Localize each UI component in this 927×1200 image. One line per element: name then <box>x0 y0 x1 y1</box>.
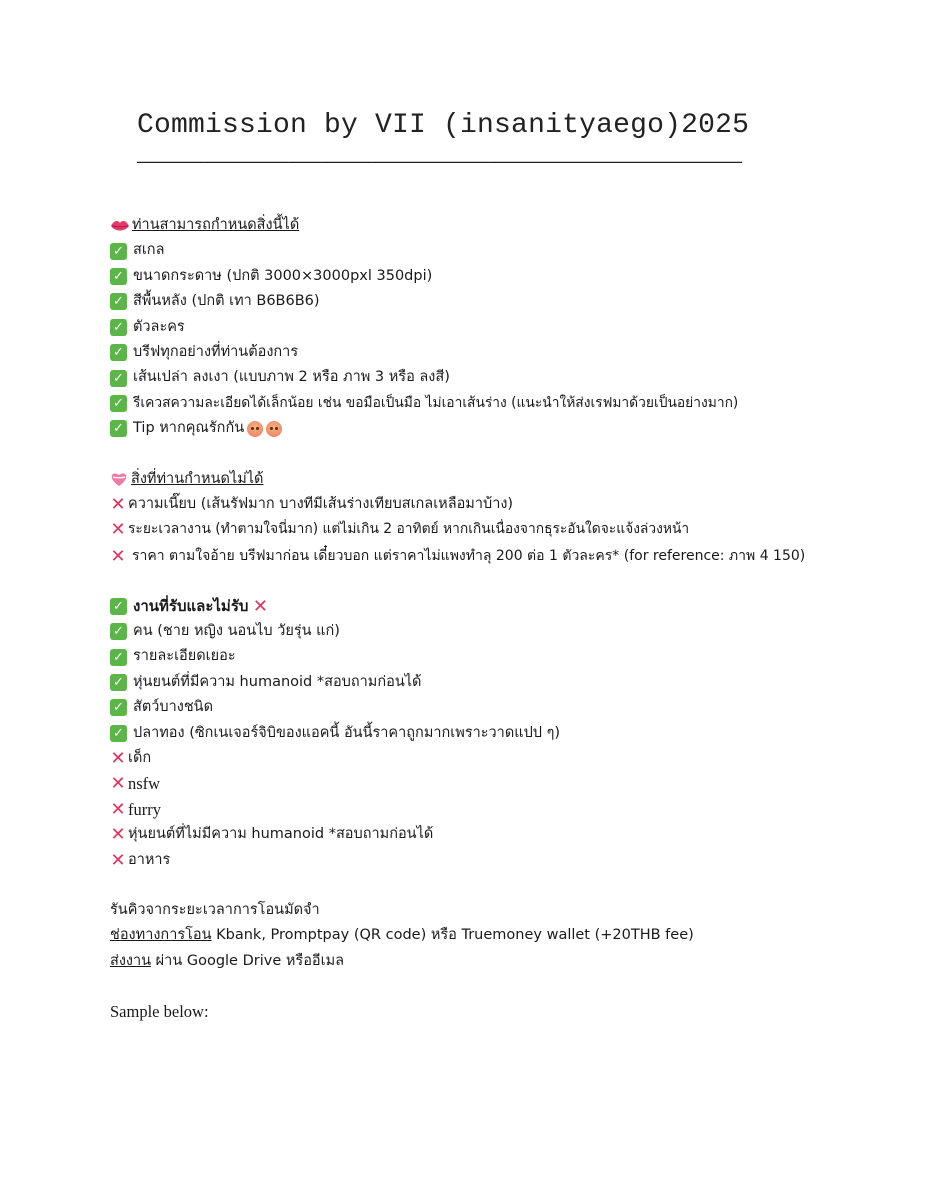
document-content <box>110 213 830 1025</box>
list-item: ✓ รีเควสความละเอียดได้เล็กน้อย เช่น ขอมือเป็นมือ ไม่เอาเส้นร่าง (แนะนำให้ส่งเรฟมาด้วยเป็นอย่างมาก) <box>110 391 830 416</box>
cross-mark-icon: ✕ <box>110 798 126 820</box>
cross-mark-icon: ✕ <box>110 519 126 541</box>
cross-mark-icon: ✕ <box>110 773 126 795</box>
check-mark-icon: ✓ <box>110 725 127 742</box>
list-item: ✓ บรีฟทุกอย่างที่ท่านต้องการ <box>110 340 830 365</box>
list-item: ✓ ปลาทอง (ซิกเนเจอร์จิบิของแอคนี้ อันนี้ราคาถูกมากเพราะวาดแปป ๆ) <box>110 721 830 746</box>
list-item: ✓ หุ่นยนต์ที่มีความ humanoid *สอบถามก่อนได้ <box>110 670 830 695</box>
delivery-method <box>110 949 830 974</box>
check-mark-icon: ✓ <box>110 674 127 691</box>
list-item: ✓ ตัวละคร <box>110 315 830 340</box>
list-item: ✓ รายละเอียดเยอะ <box>110 644 830 669</box>
cross-mark-icon: ✕ <box>110 748 126 770</box>
check-mark-icon: ✓ <box>110 370 127 387</box>
section-heading-cannot-specify <box>110 467 830 492</box>
list-item: ✕ หุ่นยนต์ที่ไม่มีความ humanoid *สอบถามก่อนได้ <box>110 824 434 846</box>
check-mark-icon: ✓ <box>110 243 127 260</box>
payment-methods <box>110 923 830 948</box>
list-item: ✕ อาหาร <box>110 849 171 871</box>
kiss-mark-icon <box>110 219 130 233</box>
section-heading-label: ท่านสามารถกำหนดสิ่งนี้ได้ <box>132 217 300 233</box>
check-mark-icon: ✓ <box>110 293 127 310</box>
section-heading-label: งานที่รับและไม่รับ <box>133 596 249 615</box>
section-heading-label: สิ่งที่ท่านกำหนดไม่ได้ <box>131 470 264 487</box>
check-mark-icon: ✓ <box>110 395 127 412</box>
section-heading-can-specify <box>110 213 830 238</box>
delivery-label: ส่งงาน <box>110 952 152 969</box>
section-heading-accept-reject <box>110 594 830 619</box>
check-mark-icon: ✓ <box>110 420 127 437</box>
list-item: ✓ ขนาดกระดาษ (ปกติ 3000×3000pxl 350dpi) <box>110 264 830 289</box>
title-underline: ____________________________________ <box>137 140 742 168</box>
page-title: Commission by VII (insanityaego)2025 <box>137 110 750 141</box>
payment-label: ช่องทางการโอน <box>110 927 212 944</box>
queue-note: รันคิวจากระยะเวลาการโอนมัดจำ <box>110 901 320 918</box>
pleading-face-icon <box>247 421 263 437</box>
list-item: ✓ คน (ชาย หญิง นอนไบ วัยรุ่น แก่) <box>110 619 830 644</box>
cross-mark-icon: ✕ <box>110 849 126 871</box>
list-item: ✕ ความเนี๊ยบ (เส้นรัฟมาก บางทีมีเส้นร่างเทียบสเกลเหลือมาบ้าง) <box>110 493 514 515</box>
pleading-face-icon <box>266 421 282 437</box>
list-item: ✓ สัตว์บางชนิด <box>110 695 830 720</box>
sample-note: Sample below: <box>110 1002 209 1022</box>
check-mark-icon: ✓ <box>110 319 127 336</box>
cross-mark-icon: ✕ <box>252 595 268 617</box>
list-item: ✕ เด็ก <box>110 748 152 770</box>
list-item: ✕ nsfw <box>110 773 161 795</box>
list-item: ✕ ระยะเวลางาน (ทำตามใจนี่มาก) แต่ไม่เกิน 2 อาทิตย์ หากเกินเนื่องจากธุระอันใดจะแจ้งล่วงหน้า <box>110 519 690 541</box>
list-item: ✓ Tip หากคุณรักกัน <box>110 416 830 441</box>
cross-mark-icon: ✕ <box>110 493 126 515</box>
cross-mark-icon: ✕ <box>110 545 126 567</box>
cross-mark-icon: ✕ <box>110 824 126 846</box>
check-mark-icon: ✓ <box>110 268 127 285</box>
list-item: ✓ สีพื้นหลัง (ปกติ เทา B6B6B6) <box>110 289 830 314</box>
list-item: ✕ furry <box>110 798 161 820</box>
list-item: ✓ เส้นเปล่า ลงเงา (แบบภาพ 2 หรือ ภาพ 3 หรือ ลงสี) <box>110 365 830 390</box>
list-item: ✕ ราคา ตามใจอ้าย บรีฟมาก่อน เดี๋ยวบอก แต่ราคาไม่แพงทำลุ 200 ต่อ 1 ตัวละคร* (for reference: ภาพ 4 150) <box>110 545 806 567</box>
check-mark-icon: ✓ <box>110 699 127 716</box>
heart-icon <box>110 471 128 487</box>
check-mark-icon: ✓ <box>110 344 127 361</box>
check-mark-icon: ✓ <box>110 649 127 666</box>
title-block <box>137 106 797 168</box>
delivery-value: ผ่าน Google Drive หรืออีเมล <box>151 952 345 969</box>
list-item: ✓ สเกล <box>110 238 830 263</box>
payment-value: Kbank, Promptpay (QR code) หรือ Truemoney wallet (+20THB fee) <box>211 927 694 944</box>
check-mark-icon: ✓ <box>110 623 127 640</box>
check-mark-icon: ✓ <box>110 598 127 615</box>
